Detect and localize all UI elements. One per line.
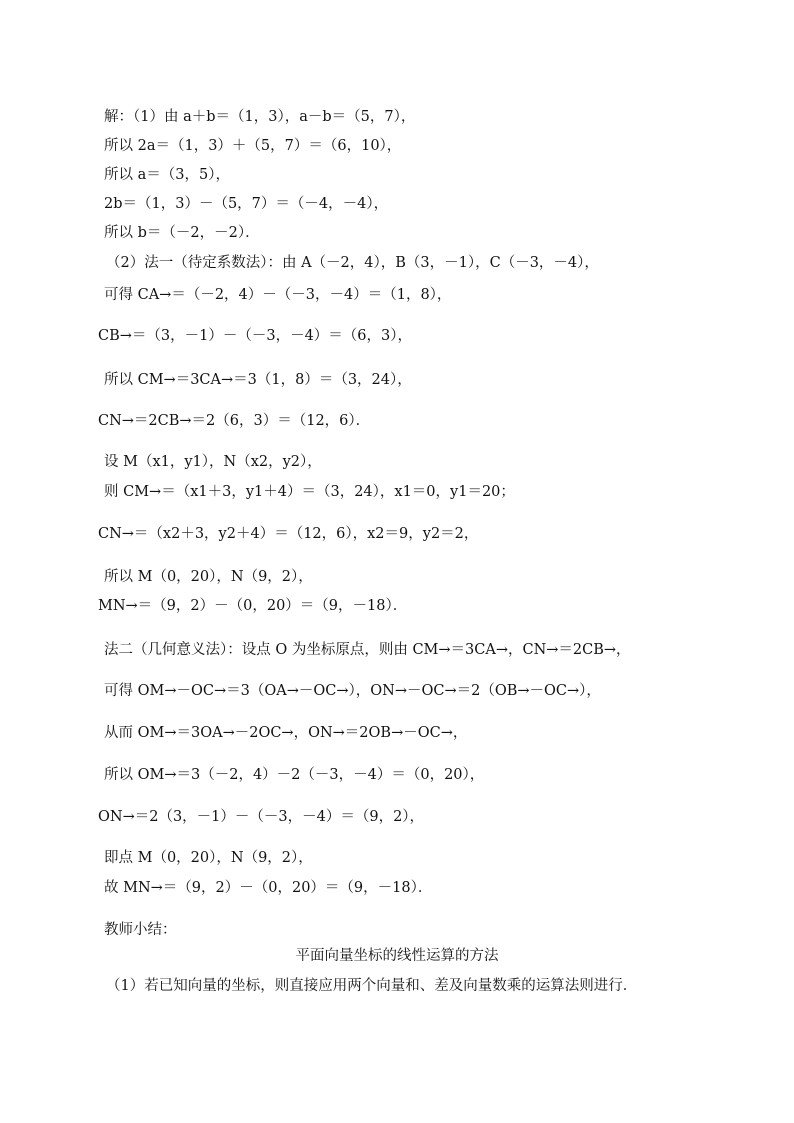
teacher-summary-label: 教师小结： (104, 922, 177, 938)
solution-line-5: 所以 b＝（－2，－2）． (104, 225, 260, 241)
solution-line-21: 即点 M（0，20），N（9，2）， (104, 850, 313, 866)
solution-line-8: CB→＝（3，－1）－（－3，－4）＝（6，3）， (98, 328, 412, 344)
solution-line-3: 所以 a＝（3，5）， (104, 167, 230, 183)
section-title: 平面向量坐标的线性运算的方法 (295, 948, 499, 964)
solution-line-16: 法二（几何意义法）：设点 O 为坐标原点，则由 CM→＝3CA→，CN→＝2CB→， (104, 642, 631, 658)
solution-line-6: （2）法一（待定系数法）：由 A（－2，4），B（3，－1），C（－3，－4）， (106, 255, 599, 271)
solution-line-15: MN→＝（9，2）－（0，20）＝（9，－18）． (98, 598, 408, 614)
solution-line-1: 解：（1）由 a＋b＝（1，3），a－b＝（5，7）， (104, 109, 416, 125)
method-point-1: （1）若已知向量的坐标，则直接应用两个向量和、差及向量数乘的运算法则进行． (106, 978, 638, 994)
solution-line-20: ON→＝2（3，－1）－（－3，－4）＝（9，2）， (98, 809, 425, 825)
solution-line-22: 故 MN→＝（9，2）－（0，20）＝（9，－18）． (104, 880, 433, 896)
solution-line-19: 所以 OM→＝3（－2，4）－2（－3，－4）＝（0，20）， (104, 767, 485, 783)
solution-line-12: 则 CM→＝（x1＋3，y1＋4）＝（3，24），x1＝0，y1＝20； (104, 484, 515, 500)
solution-line-17: 可得 OM→－OC→＝3（OA→－OC→），ON→－OC→＝2（OB→－OC→）， (104, 683, 601, 699)
solution-line-7: 可得 CA→＝（－2，4）－（－3，－4）＝（1，8）， (104, 287, 452, 303)
solution-line-11: 设 M（x1，y1），N（x2，y2）， (104, 454, 322, 470)
solution-line-14: 所以 M（0，20），N（9，2）， (104, 569, 313, 585)
solution-line-13: CN→＝（x2＋3，y2＋4）＝（12，6），x2＝9，y2＝2， (98, 526, 479, 542)
solution-line-10: CN→＝2CB→＝2（6，3）＝（12，6）． (98, 413, 371, 429)
solution-line-4: 2b＝（1，3）－（5，7）＝（－4，－4）， (104, 196, 389, 212)
solution-line-9: 所以 CM→＝3CA→＝3（1，8）＝（3，24）， (104, 372, 412, 388)
solution-line-2: 所以 2a＝（1，3）＋（5，7）＝（6，10）， (104, 138, 402, 154)
solution-line-18: 从而 OM→＝3OA→－2OC→，ON→＝2OB→－OC→， (104, 725, 468, 741)
